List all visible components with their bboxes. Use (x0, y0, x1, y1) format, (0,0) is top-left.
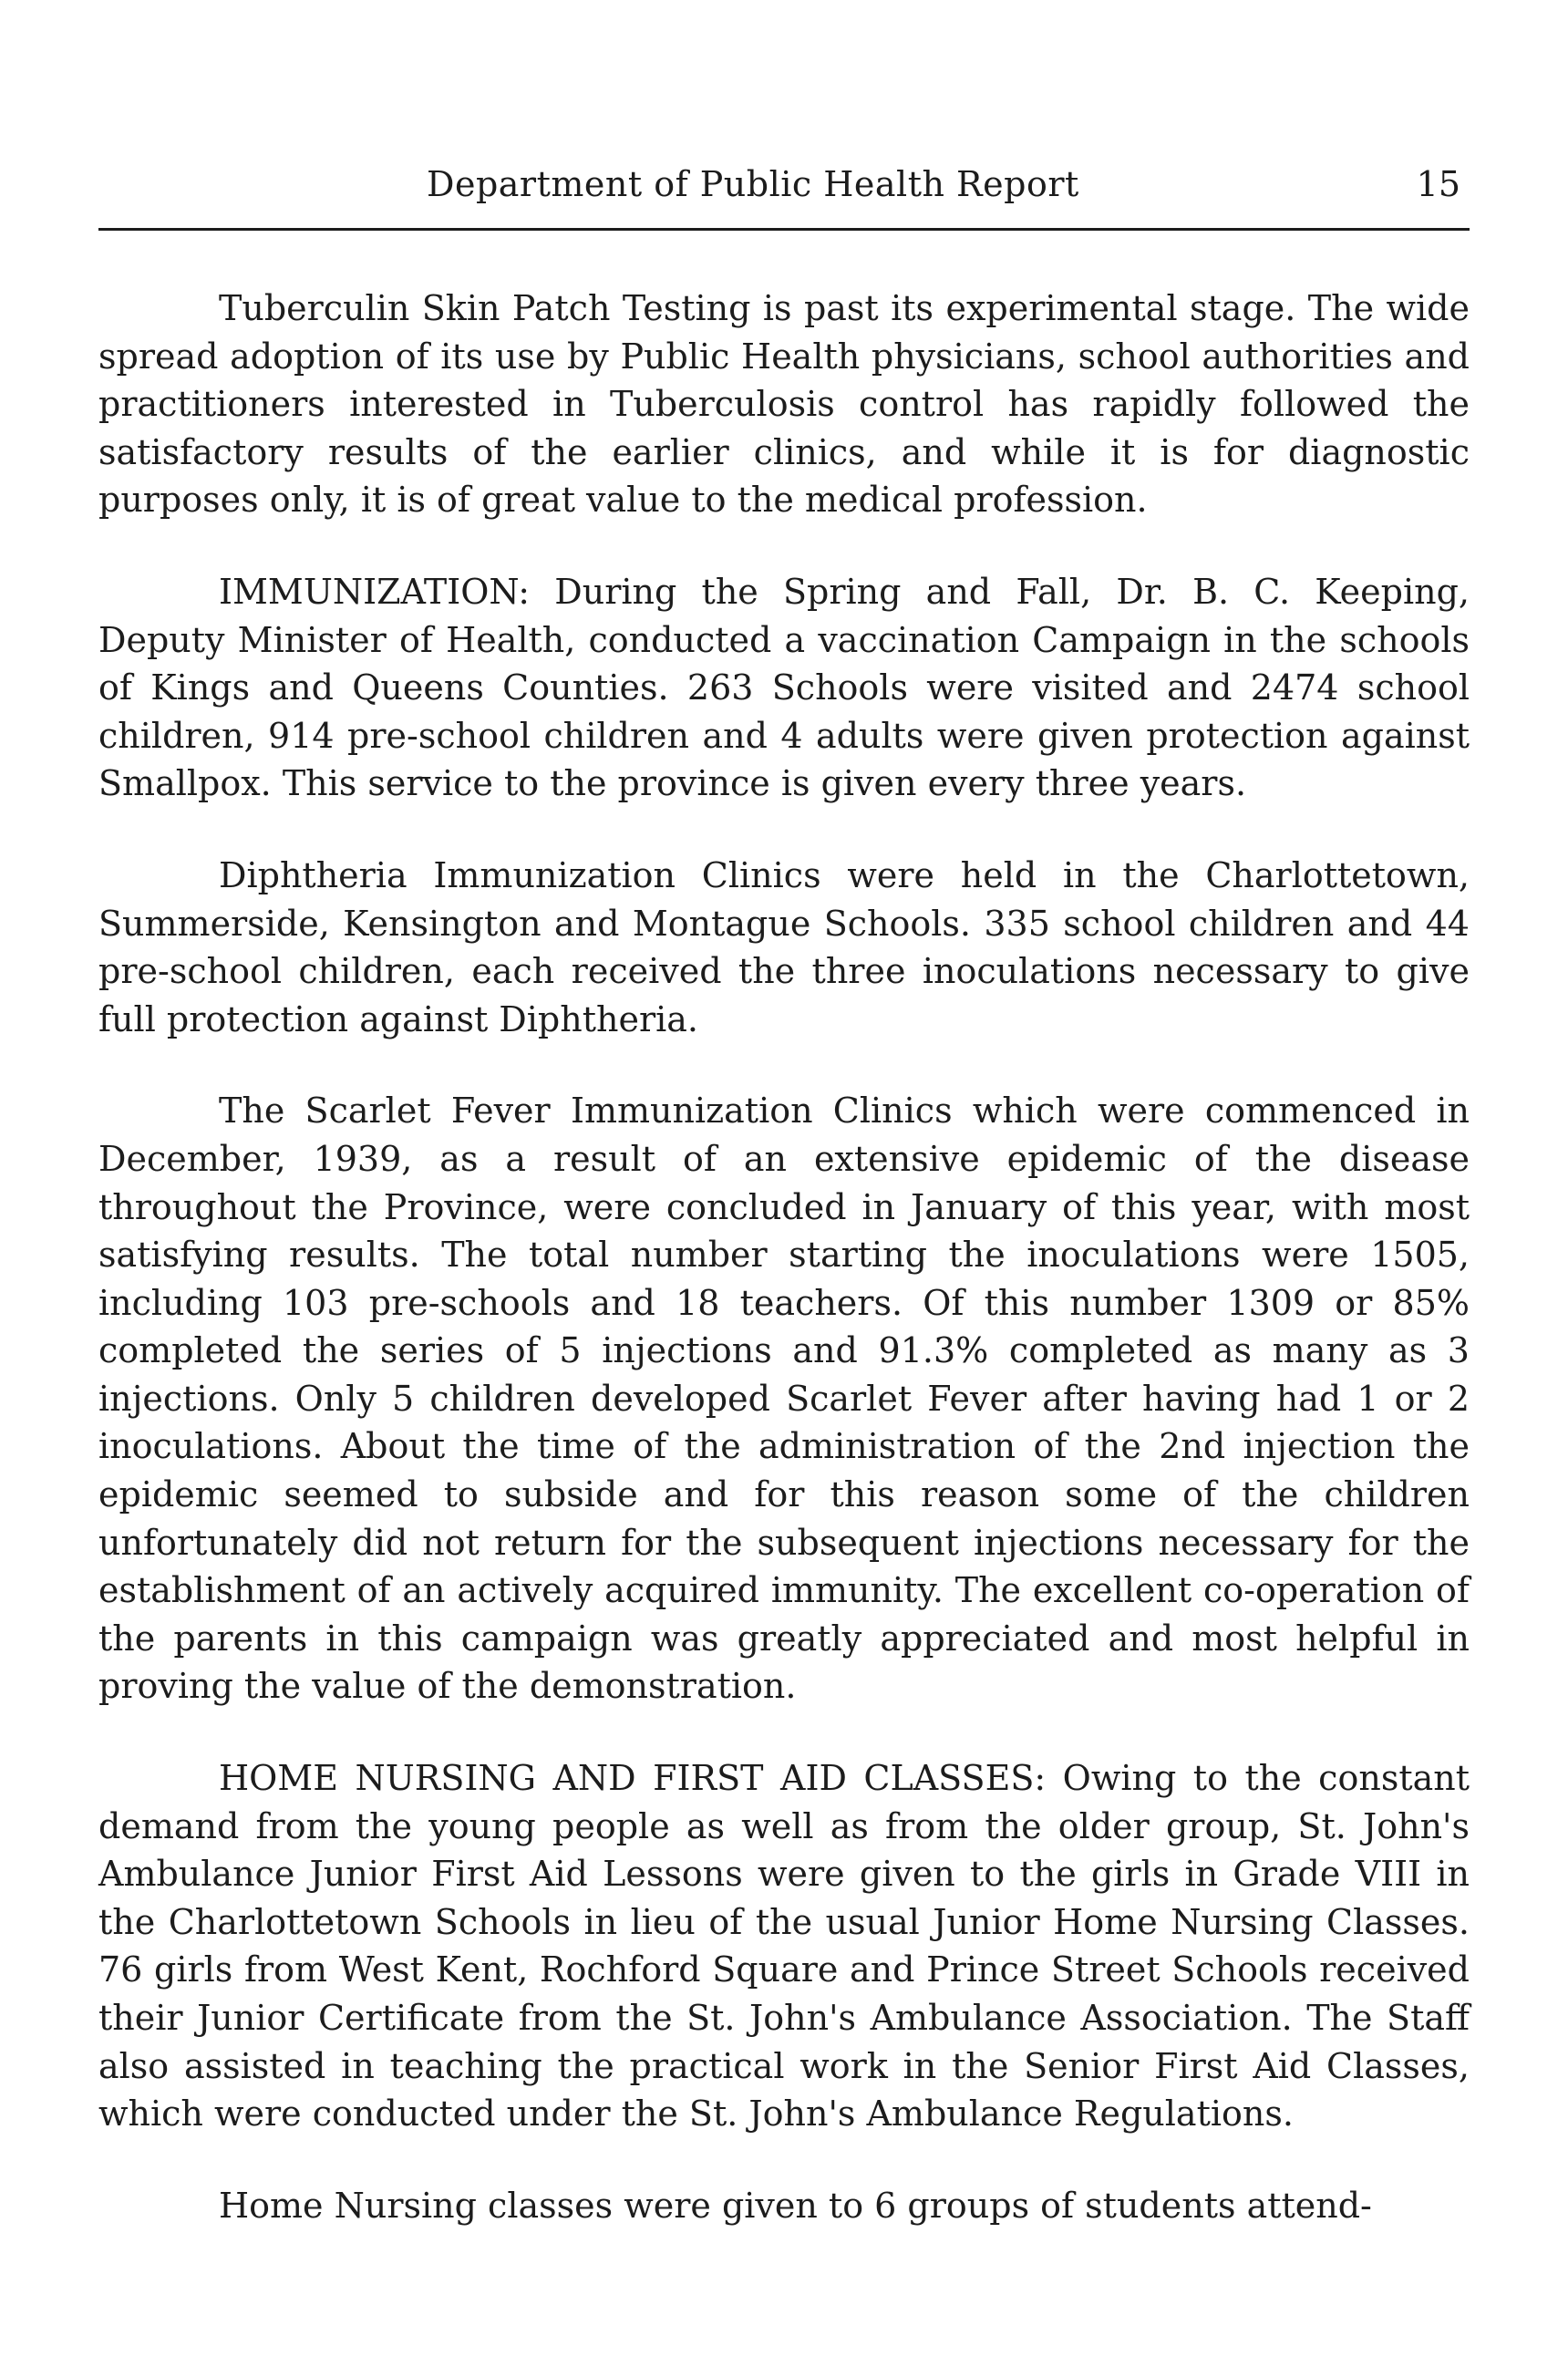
paragraph-diphtheria-clinics: Diphtheria Immunization Clinics were held in the Charlottetown, Summerside, Kensington and Montague Schools. 335 school children and 44 pre-school children, each received the three inoculations necessary to give full protection against Diphtheria. (98, 854, 1470, 1039)
paragraph-home-nursing-first-aid: HOME NURSING AND FIRST AID CLASSES: Owing to the constant demand from the young people as well as from the older group, St. John's Ambulance Junior First Aid Lessons were given to the girls in Grade VIII in the Charlottetown Schools in lieu of the usual Junior Home Nursing Classes. 76 girls from West Kent, Rochford Square and Prince Street Schools received their Junior Certificate from the St. John's Ambulance Association. The Staff also assisted in teaching the practical work in the Senior First Aid Classes, which were conducted under the St. John's Ambulance Regulations. (98, 1758, 1470, 2135)
paragraph-tuberculin-testing: Tuberculin Skin Patch Testing is past its experimental stage. The wide spread adoption of its use by Public Health physicians, school authorities and practitioners interested in Tuberculosis control has rapidly followed the satisfactory results of the earlier clinics, and while it is for diagnostic purposes only, it is of great value to the medical profession. (98, 288, 1470, 521)
running-header (98, 155, 1470, 231)
body-text (98, 284, 1470, 2229)
header-title: Department of Public Health Report (427, 164, 1079, 204)
paragraph-home-nursing-classes: Home Nursing classes were given to 6 groups of students attend- (219, 2185, 1372, 2226)
paragraph-scarlet-fever-clinics: The Scarlet Fever Immunization Clinics which were commenced in December, 1939, as a result of an extensive epidemic of the disease throughout the Province, were concluded in January of this year, with most satisfying results. The total number starting the inoculations were 1505, including 103 pre-schools and 18 teachers. Of this number 1309 or 85% completed the series of 5 injections and 91.3% completed as many as 3 injections. Only 5 children developed Scarlet Fever after having had 1 or 2 inoculations. About the time of the administration of the 2nd injection the epidemic seemed to subside and for this reason some of the children unfortunately did not return for the subsequent injections necessary for the establishment of an actively acquired immunity. The excellent co-operation of the parents in this campaign was greatly appreciated and most helpful in proving the value of the demonstration. (98, 1091, 1470, 1707)
paragraph-immunization: IMMUNIZATION: During the Spring and Fall, Dr. B. C. Keeping, Deputy Minister of Health, conducted a vaccination Campaign in the schools of Kings and Queens Counties. 263 Schools were visited and 2474 school children, 914 pre-school children and 4 adults were given protection against Smallpox. This service to the province is given every three years. (98, 571, 1470, 804)
document-page (98, 0, 1470, 2357)
page-number: 15 (1416, 164, 1460, 204)
